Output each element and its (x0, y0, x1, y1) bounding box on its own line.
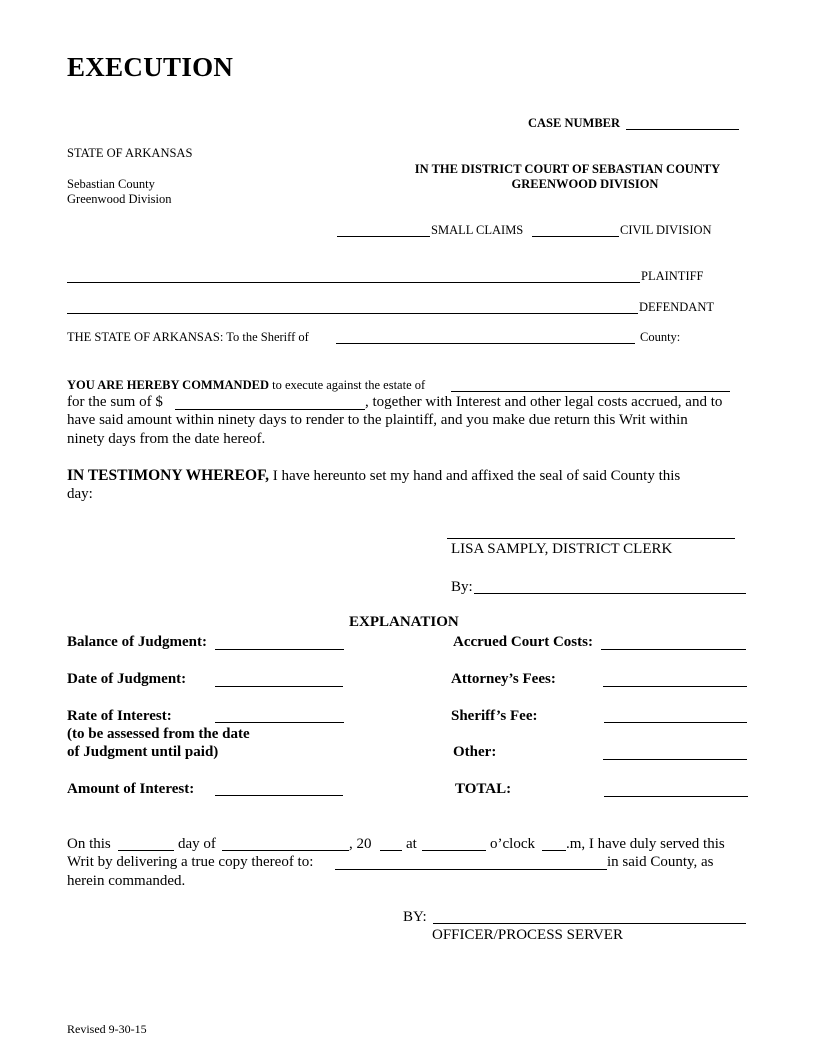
service-line-2-prefix: Writ by delivering a true copy thereof to: (67, 854, 314, 870)
other-field[interactable] (603, 759, 747, 760)
officer-by-label: BY: (403, 909, 427, 925)
rate-interest-field[interactable] (215, 722, 344, 723)
served-to-field[interactable] (335, 869, 607, 870)
service-year: , 20 (349, 836, 372, 852)
rate-interest-label: Rate of Interest: (67, 708, 172, 724)
sheriff-prefix: THE STATE OF ARKANSAS: To the Sheriff of (67, 330, 309, 344)
county-line-1: Sebastian County (67, 177, 155, 191)
civil-division-label: CIVIL DIVISION (620, 223, 712, 237)
body-line-2: have said amount within ninety days to render to the plaintiff, and you make due return this Writ within (67, 412, 688, 428)
total-label: TOTAL: (455, 781, 512, 797)
plaintiff-field[interactable] (67, 282, 640, 283)
county-suffix: County: (640, 330, 681, 344)
other-label: Other: (453, 744, 497, 760)
county-line-2: Greenwood Division (67, 192, 172, 206)
sheriff-county-field[interactable] (336, 343, 635, 344)
sum-suffix: , together with Interest and other legal costs accrued, and to (365, 394, 723, 410)
revised-label: Revised 9-30-15 (67, 1022, 147, 1036)
by-signature-field[interactable] (474, 593, 746, 594)
court-line-1: IN THE DISTRICT COURT OF SEBASTIAN COUNTY (414, 162, 721, 176)
testimony-line-2: day: (67, 486, 93, 502)
officer-label: OFFICER/PROCESS SERVER (432, 927, 623, 943)
sum-prefix: for the sum of $ (67, 394, 163, 410)
case-number-label: CASE NUMBER (528, 116, 621, 130)
small-claims-field[interactable] (337, 236, 430, 237)
attorney-fees-field[interactable] (603, 686, 747, 687)
state-label: STATE OF ARKANSAS (67, 146, 193, 160)
amount-interest-field[interactable] (215, 795, 343, 796)
service-on-this: On this (67, 836, 111, 852)
civil-division-field[interactable] (532, 236, 619, 237)
testimony-text: I have hereunto set my hand and affixed the seal of said County this (272, 468, 681, 484)
clerk-signature-field[interactable] (447, 538, 735, 539)
date-judgment-field[interactable] (215, 686, 343, 687)
date-judgment-label: Date of Judgment: (67, 671, 187, 687)
accrued-costs-label: Accrued Court Costs: (453, 634, 593, 650)
service-line-3: herein commanded. (67, 873, 186, 889)
service-day-of: day of (178, 836, 216, 852)
rate-note-line-1: (to be assessed from the date (67, 726, 250, 742)
service-m: .m, I have duly served this (566, 836, 725, 852)
clerk-name: LISA SAMPLY, DISTRICT CLERK (451, 541, 673, 557)
plaintiff-label: PLAINTIFF (641, 269, 704, 283)
small-claims-label: SMALL CLAIMS (431, 223, 524, 237)
total-field[interactable] (604, 796, 748, 797)
court-line-2: GREENWOOD DIVISION (511, 177, 659, 191)
body-line-3: ninety days from the date hereof. (67, 431, 266, 447)
defendant-field[interactable] (67, 313, 638, 314)
estate-of-field[interactable] (451, 391, 730, 392)
service-year-field[interactable] (380, 850, 402, 851)
service-day-field[interactable] (118, 850, 174, 851)
explanation-heading: EXPLANATION (349, 614, 459, 630)
sum-amount-field[interactable] (175, 409, 365, 410)
service-time-field[interactable] (422, 850, 486, 851)
service-line-2-suffix: in said County, as (607, 854, 714, 870)
commanded-text: to execute against the estate of (272, 378, 426, 392)
service-at: at (406, 836, 417, 852)
officer-signature-field[interactable] (433, 923, 746, 924)
service-ampm-field[interactable] (542, 850, 566, 851)
document-title: EXECUTION (67, 52, 234, 82)
sheriff-fee-label: Sheriff’s Fee: (451, 708, 538, 724)
sheriff-fee-field[interactable] (604, 722, 747, 723)
amount-interest-label: Amount of Interest: (67, 781, 195, 797)
by-label: By: (451, 579, 473, 595)
attorney-fees-label: Attorney’s Fees: (451, 671, 556, 687)
accrued-costs-field[interactable] (601, 649, 746, 650)
service-oclock: o’clock (490, 836, 535, 852)
case-number-field[interactable] (626, 129, 739, 130)
rate-note-line-2: of Judgment until paid) (67, 744, 219, 760)
testimony-bold: IN TESTIMONY WHEREOF, (67, 467, 269, 484)
service-month-field[interactable] (222, 850, 349, 851)
balance-label: Balance of Judgment: (67, 634, 207, 650)
balance-field[interactable] (215, 649, 344, 650)
defendant-label: DEFENDANT (639, 300, 714, 314)
commanded-bold: YOU ARE HEREBY COMMANDED (67, 378, 269, 392)
